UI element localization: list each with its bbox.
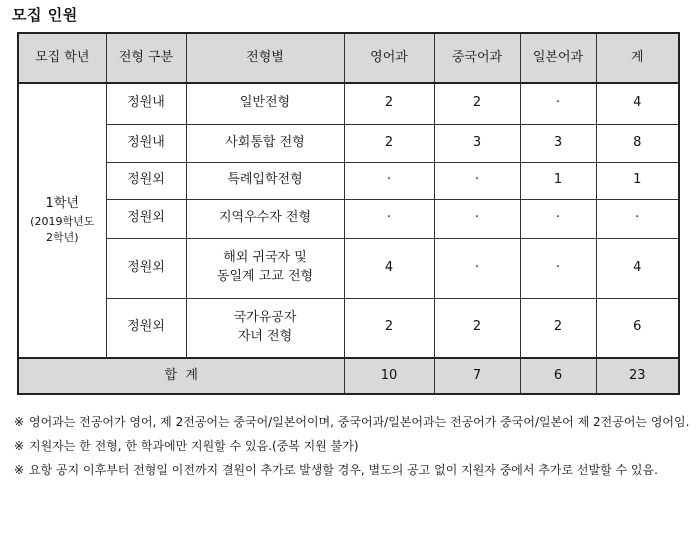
japanese-cell: · [520, 238, 596, 298]
note-mark: ※ [14, 415, 25, 429]
table-row [18, 199, 679, 238]
admission-cell [186, 238, 344, 298]
grade-line: (2019학년도 [30, 214, 95, 228]
notes [14, 410, 694, 482]
chinese-cell: · [434, 238, 520, 298]
header-english: 영어과 [344, 33, 434, 83]
admission-line: 국가유공자 [233, 309, 297, 325]
header-total: 계 [596, 33, 679, 83]
chinese-cell: 3 [434, 124, 520, 162]
english-cell: · [344, 199, 434, 238]
admission-cell [186, 298, 344, 358]
note-item [14, 434, 694, 458]
type-cell: 정원외 [106, 199, 186, 238]
header-chinese: 중국어과 [434, 33, 520, 83]
header-admission: 전형별 [186, 33, 344, 83]
total-chinese: 7 [434, 358, 520, 394]
admission-line: 동일계 고교 전형 [216, 269, 314, 284]
japanese-cell: · [520, 199, 596, 238]
type-cell: 정원내 [106, 83, 186, 124]
type-cell: 정원외 [106, 298, 186, 358]
english-cell: · [344, 162, 434, 199]
total-japanese: 6 [520, 358, 596, 394]
recruitment-table [17, 32, 680, 395]
admission-cell [186, 83, 344, 124]
header-grade: 모집 학년 [18, 33, 106, 83]
english-cell: 2 [344, 124, 434, 162]
note-text: 지원자는 한 전형, 한 학과에만 지원할 수 있음.(중복 지원 불가) [29, 439, 359, 453]
total-cell: 6 [596, 298, 679, 358]
header-type: 전형 구분 [106, 33, 186, 83]
note-mark: ※ [14, 463, 25, 477]
total-english: 10 [344, 358, 434, 394]
note-text: 영어과는 전공어가 영어, 제 2전공어는 중국어/일본어이며, 중국어과/일본어과는 전공어가 중국어/일본어 제 2전공어는 영어임. [29, 415, 690, 429]
type-cell: 정원내 [106, 124, 186, 162]
japanese-cell: 3 [520, 124, 596, 162]
header-japanese: 일본어과 [520, 33, 596, 83]
table-row [18, 83, 679, 124]
total-sum: 23 [596, 358, 679, 394]
chinese-cell: · [434, 162, 520, 199]
english-cell: 4 [344, 238, 434, 298]
english-cell: 2 [344, 298, 434, 358]
admission-line: 사회통합 전형 [225, 134, 305, 150]
admission-line: 특례입학전형 [227, 172, 303, 188]
english-cell: 2 [344, 83, 434, 124]
table-row [18, 162, 679, 199]
admission-line: 해외 귀국자 및 [223, 250, 307, 266]
section-title: 모집 인원 [12, 6, 78, 24]
table-row [18, 238, 679, 298]
grade-line: 2학년) [45, 230, 79, 244]
table-row [18, 298, 679, 358]
japanese-cell: 1 [520, 162, 596, 199]
note-text: 요항 공지 이후부터 전형일 이전까지 결원이 추가로 발생할 경우, 별도의 공고 없이 지원자 중에서 추가로 선발할 수 있음. [29, 463, 658, 477]
admission-line: 지역우수자 전형 [218, 210, 312, 226]
admission-cell [186, 124, 344, 162]
japanese-cell: 2 [520, 298, 596, 358]
total-row [18, 358, 679, 394]
japanese-cell: · [520, 83, 596, 124]
type-cell: 정원외 [106, 238, 186, 298]
total-cell: 4 [596, 83, 679, 124]
chinese-cell: 2 [434, 83, 520, 124]
admission-line: 일반전형 [239, 95, 291, 111]
grade-line: 1학년 [45, 196, 79, 212]
admission-line: 자녀 전형 [237, 328, 293, 344]
total-cell: 1 [596, 162, 679, 199]
note-mark: ※ [14, 439, 25, 453]
grade-cell [18, 83, 106, 358]
admission-cell [186, 199, 344, 238]
admission-cell [186, 162, 344, 199]
table-row [18, 124, 679, 162]
chinese-cell: · [434, 199, 520, 238]
note-item [14, 410, 694, 434]
note-item [14, 458, 694, 482]
chinese-cell: 2 [434, 298, 520, 358]
table-header-row [18, 33, 679, 83]
total-cell: 8 [596, 124, 679, 162]
total-label: 합 계 [18, 358, 344, 394]
total-cell: 4 [596, 238, 679, 298]
total-cell: · [596, 199, 679, 238]
type-cell: 정원외 [106, 162, 186, 199]
